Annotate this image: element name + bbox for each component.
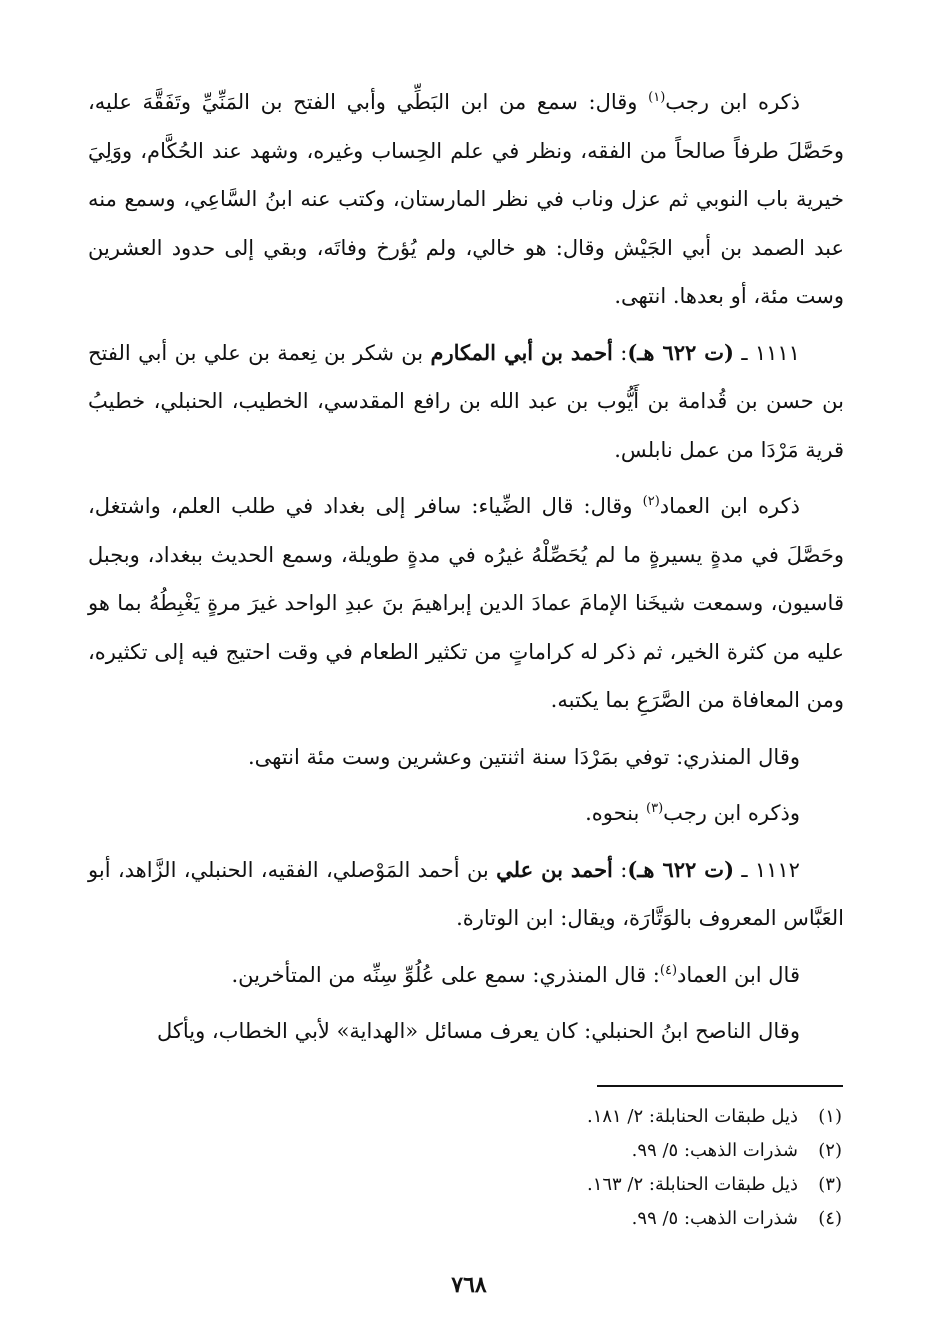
page-number: ٧٦٨ (451, 1272, 487, 1298)
entry-description: بن شكر بن نِعمة بن علي بن أبي الفتح بن حسن بن قُدامة بن أَيُّوب بن عبد الله بن رافع المقدسي، الخطيب، الحنبلي، خطيبُ قرية مَرْدَا من عمل نابلس. (88, 340, 844, 462)
para-text: بنحوه. (585, 801, 647, 825)
footnote-item (422, 1134, 842, 1168)
paragraph-nasih (88, 1007, 844, 1056)
entry-1111 (88, 329, 844, 475)
footnote-ref-4: (٤) (659, 962, 678, 978)
paragraph-ibn-alimad-2 (88, 951, 844, 1000)
footnote-number: (١) (818, 1106, 842, 1127)
footnote-number: (٤) (818, 1208, 842, 1229)
paragraph-ibn-rajab-2 (88, 789, 844, 838)
footnote-text: شذرات الذهب: ٥/ ٩٩. (631, 1208, 798, 1229)
footnotes (422, 1100, 842, 1236)
para-text: ذكره ابن رجب (665, 90, 800, 114)
para-text: وقال: سمع من ابن البَطِّي وأبي الفتح بن المَنِّيِّ وتَفَقَّهَ عليه، وحَصَّلَ طرفاً صالحاً من الفقه، ونظر في علم الحِساب وغيره، وشهد عند الحُكَّام، ووَلِيَ خيرية باب النوبي ثم عزل وناب في نظر المارستان، وكتب عنه ابنُ السَّاعِي، وسمع منه عبد الصمد بن أبي الجَيْش وقال: هو خالي، ولم يُؤرخ وفاتَه، وبقي إلى حدود العشرين وست مئة، أو بعدها. انتهى. (88, 90, 844, 308)
para-text: قال ابن العماد (677, 962, 800, 987)
para-text: وذكره ابن رجب (663, 801, 800, 825)
footnote-item (422, 1100, 842, 1134)
entry-number: ١١١٢ ـ (734, 857, 800, 882)
entry-death-date: (ت ٦٢٢ هـ) (627, 339, 734, 365)
entry-death-date: (ت ٦٢٢ هـ) (627, 856, 734, 882)
footnote-text: ذيل طبقات الحنابلة: ٢/ ١٦٣. (586, 1174, 798, 1195)
footnote-text: شذرات الذهب: ٥/ ٩٩. (631, 1140, 798, 1161)
para-text: وقال الناصح ابنُ الحنبلي: كان يعرف مسائل «الهداية» لأبي الخطاب، ويأكل (156, 1019, 800, 1043)
paragraph-ibn-rajab-1 (88, 78, 844, 321)
footnote-number: (٣) (818, 1174, 842, 1195)
para-text: : قال المنذري: سمع على عُلُوِّ سِنِّه من المتأخرين. (231, 962, 660, 987)
paragraph-ibn-alimad-1 (88, 482, 844, 725)
entry-separator: : (612, 340, 628, 365)
footnote-ref-3: (٣) (646, 801, 664, 816)
entry-number: ١١١١ ـ (733, 340, 800, 365)
main-text (88, 78, 844, 1064)
footnote-ref-2: (٢) (642, 494, 660, 509)
para-text: وقال المنذري: توفي بمَرْدَا سنة اثنتين وعشرين وست مئة انتهى. (247, 744, 800, 769)
entry-description: بن أحمد المَوْصلي، الفقيه، الحنبلي، الزَّاهد، أبو العَبَّاس المعروف بالوَتَّارَة، ويقال: ابن الوتارة. (88, 857, 844, 930)
entry-name: أحمد بن علي (496, 856, 613, 882)
para-text: ذكره ابن العماد (659, 494, 800, 518)
footnote-text: ذيل طبقات الحنابلة: ٢/ ١٨١. (586, 1106, 798, 1127)
footnote-separator (597, 1085, 843, 1087)
footnote-ref-1: (١) (648, 90, 666, 105)
footnote-number: (٢) (818, 1140, 842, 1161)
paragraph-mundhiri (88, 733, 844, 782)
footnote-item (422, 1202, 842, 1236)
entry-1112 (88, 846, 844, 943)
entry-name: أحمد بن أبي المكارم (430, 339, 613, 365)
para-text: وقال: قال الضِّياء: سافر إلى بغداد في طلب العلم، واشتغل، وحَصَّلَ في مدةٍ يسيرةٍ ما لم يُحَصِّلْهُ غيرُه في مدةٍ طويلة، وسمع الحديث ببغداد، وبجبل قاسيون، وسمعت شيخَنا الإمامَ عمادَ الدين إبراهيمَ بنَ عبدِ الواحد غيرَ مرةٍ يَغْبِطُهُ بما هو عليه من كثرة الخير، ثم ذكر له كراماتٍ من تكثير الطعام في وقت احتيج فيه إلى تكثيره، ومن المعافاة من الصَّرَعِ بما يكتبه. (88, 494, 844, 712)
footnote-item (422, 1168, 842, 1202)
entry-separator: : (612, 857, 628, 882)
